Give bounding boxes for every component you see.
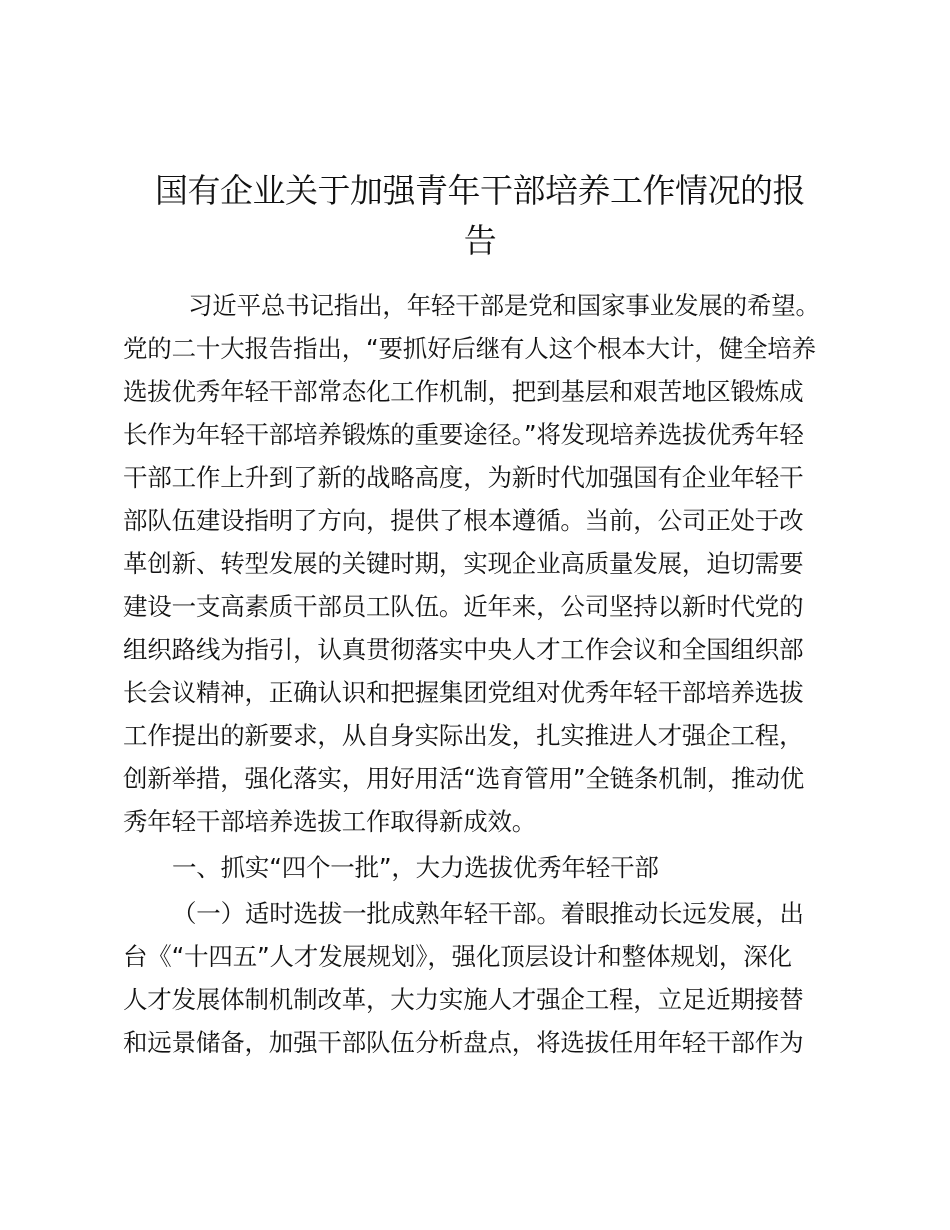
body-text-line: 台《“十四五”人才发展规划》，强化顶层设计和整体规划，深化 (123, 942, 792, 971)
body-text-line: 部队伍建设指明了方向，提供了根本遵循。当前，公司正处于改 (123, 506, 804, 535)
body-text-line: 人才发展体制机制改革，大力实施人才强企工程，立足近期接替 (123, 985, 804, 1014)
body-text-line: 选拔优秀年轻干部常态化工作机制，把到基层和艰苦地区锻炼成 (123, 377, 804, 406)
title-line-2: 告 (463, 221, 497, 260)
body-text-line: 工作提出的新要求，从自身实际出发，扎实推进人才强企工程， (123, 721, 804, 750)
title-line-1: 国有企业关于加强青年干部培养工作情况的报 (155, 171, 805, 210)
body-text-line: 党的二十大报告指出，“要抓好后继有人这个根本大计，健全培养 (123, 334, 816, 363)
body-text-line: 习近平总书记指出，年轻干部是党和国家事业发展的希望。 (188, 291, 820, 320)
body-text-line: 秀年轻干部培养选拔工作取得新成效。 (123, 807, 537, 836)
body-text-line: 组织路线为指引，认真贯彻落实中央人才工作会议和全国组织部 (123, 635, 804, 664)
body-text-line: 革创新、转型发展的关键时期，实现企业高质量发展，迫切需要 (123, 549, 804, 578)
body-text-line: 建设一支高素质干部员工队伍。近年来，公司坚持以新时代党的 (123, 592, 804, 621)
body-text-line: 和远景储备，加强干部队伍分析盘点，将选拔任用年轻干部作为 (123, 1028, 804, 1057)
body-text-line: 长会议精神，正确认识和把握集团党组对优秀年轻干部培养选拔 (123, 678, 804, 707)
body-text-line: 创新举措，强化落实，用好用活“选育管用”全链条机制，推动优 (123, 764, 805, 793)
section-heading: 一、抓实“四个一批”，大力选拔优秀年轻干部 (172, 853, 659, 882)
document-title (120, 166, 840, 266)
body-text-line: 长作为年轻干部培养锻炼的重要途径。”将发现培养选拔优秀年轻 (123, 420, 804, 449)
body-text-line: （一）适时选拔一批成熟年轻干部。着眼推动长远发展，出 (172, 899, 804, 928)
body-text-line: 干部工作上升到了新的战略高度，为新时代加强国有企业年轻干 (123, 463, 804, 492)
